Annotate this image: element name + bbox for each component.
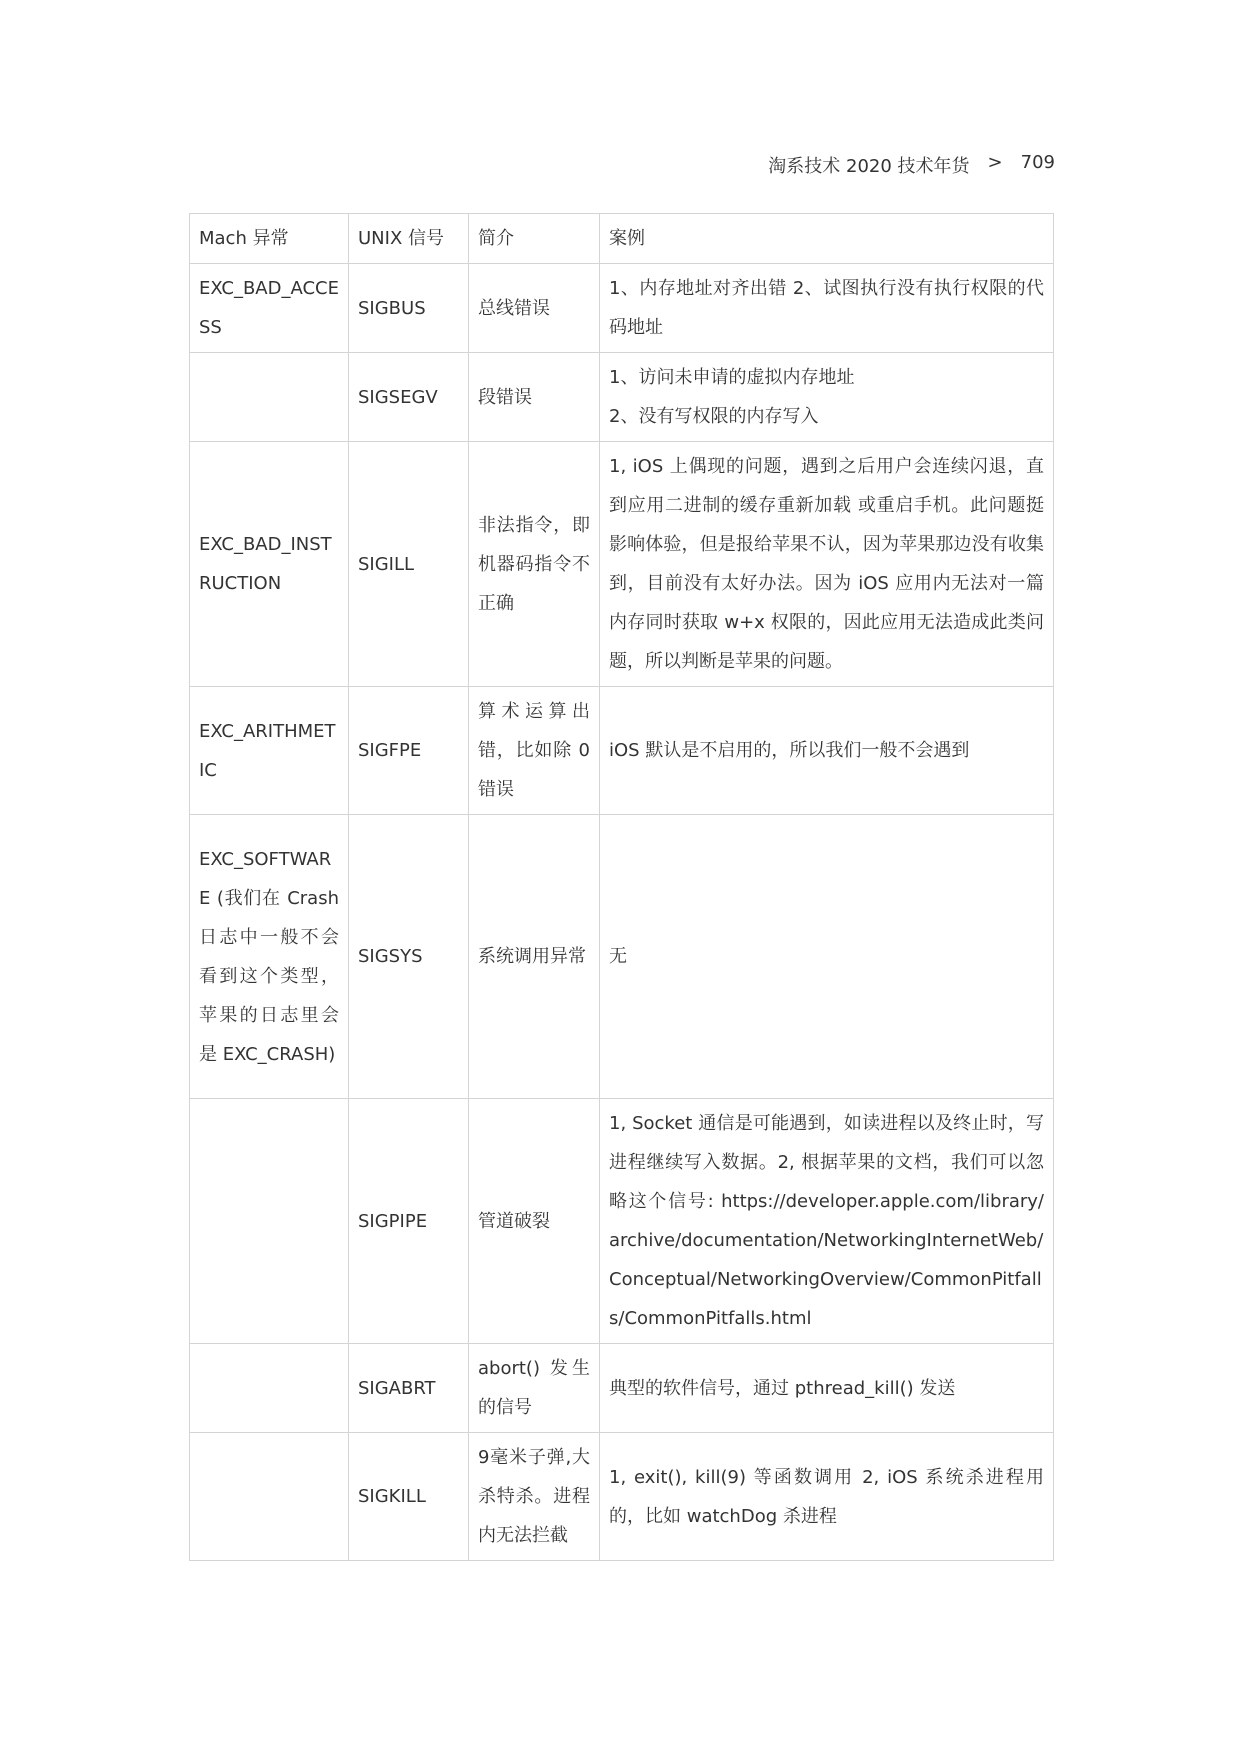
example-cell bbox=[600, 353, 1054, 442]
mach-exception-cell: EXC_SOFTWARE (我们在 Crash 日志中一般不会看到这个类型，苹果的日志里会是 EXC_CRASH) bbox=[190, 815, 349, 1099]
table-row bbox=[190, 1099, 1054, 1344]
book-title: 淘系技术 2020 技术年货 bbox=[768, 156, 970, 177]
table-header-row bbox=[190, 214, 1054, 264]
mach-exception-cell: EXC_BAD_INSTRUCTION bbox=[190, 442, 349, 687]
description-cell: 算术运算出错，比如除 0 错误 bbox=[469, 687, 600, 815]
table-row bbox=[190, 353, 1054, 442]
column-header-example: 案例 bbox=[600, 214, 1054, 264]
description-cell: 管道破裂 bbox=[469, 1099, 600, 1344]
unix-signal-cell: SIGSEGV bbox=[349, 353, 469, 442]
example-text: 1、访问未申请的虚拟内存地址 2、没有写权限的内存写入 bbox=[609, 367, 855, 427]
description-cell: 9毫米子弹,大杀特杀。进程内无法拦截 bbox=[469, 1433, 600, 1561]
column-header-description: 简介 bbox=[469, 214, 600, 264]
mach-exception-cell: EXC_BAD_ACCESS bbox=[190, 264, 349, 353]
example-cell: 1, iOS 上偶现的问题，遇到之后用户会连续闪退，直到应用二进制的缓存重新加载 或重启手机。此问题挺影响体验，但是报给苹果不认，因为苹果那边没有收集到，目前没有太好办法。因为 iOS 应用内无法对一篇内存同时获取 w+x 权限的，因此应用无法造成此类问题，所以判断是苹果的问题。 bbox=[600, 442, 1054, 687]
table-row bbox=[190, 815, 1054, 1099]
header-separator: > bbox=[987, 152, 1003, 173]
description-cell: 总线错误 bbox=[469, 264, 600, 353]
running-header bbox=[768, 152, 1055, 178]
description-cell: 段错误 bbox=[469, 353, 600, 442]
description-cell: 非法指令，即机器码指令不正确 bbox=[469, 442, 600, 687]
example-cell: 无 bbox=[600, 815, 1054, 1099]
unix-signal-cell: SIGPIPE bbox=[349, 1099, 469, 1344]
example-cell: iOS 默认是不启用的，所以我们一般不会遇到 bbox=[600, 687, 1054, 815]
unix-signal-cell: SIGABRT bbox=[349, 1344, 469, 1433]
example-cell: 1、内存地址对齐出错 2、试图执行没有执行权限的代码地址 bbox=[600, 264, 1054, 353]
unix-signal-cell: SIGKILL bbox=[349, 1433, 469, 1561]
mach-exception-cell bbox=[190, 1099, 349, 1344]
table-row bbox=[190, 687, 1054, 815]
mach-exception-cell: EXC_ARITHMETIC bbox=[190, 687, 349, 815]
signal-table bbox=[189, 213, 1054, 1561]
mach-exception-cell bbox=[190, 353, 349, 442]
unix-signal-cell: SIGBUS bbox=[349, 264, 469, 353]
table-row bbox=[190, 1344, 1054, 1433]
example-cell: 典型的软件信号，通过 pthread_kill() 发送 bbox=[600, 1344, 1054, 1433]
description-cell: 系统调用异常 bbox=[469, 815, 600, 1099]
example-cell: 1, exit(), kill(9) 等函数调用 2, iOS 系统杀进程用的，比如 watchDog 杀进程 bbox=[600, 1433, 1054, 1561]
description-cell: abort() 发生的信号 bbox=[469, 1344, 600, 1433]
example-cell: 1, Socket 通信是可能遇到，如读进程以及终止时，写进程继续写入数据。2, 根据苹果的文档，我们可以忽略这个信号: https://developer.apple.com/library/archive/documentation/NetworkingInternetWeb/Conceptual/NetworkingOverview/CommonPitfalls/CommonPitfalls.html bbox=[600, 1099, 1054, 1344]
page-number: 709 bbox=[1020, 152, 1055, 173]
table-row bbox=[190, 442, 1054, 687]
table-row bbox=[190, 1433, 1054, 1561]
mach-exception-cell bbox=[190, 1344, 349, 1433]
column-header-unix-signal: UNIX 信号 bbox=[349, 214, 469, 264]
table-row bbox=[190, 264, 1054, 353]
mach-exception-cell bbox=[190, 1433, 349, 1561]
unix-signal-cell: SIGILL bbox=[349, 442, 469, 687]
column-header-mach: Mach 异常 bbox=[190, 214, 349, 264]
unix-signal-cell: SIGSYS bbox=[349, 815, 469, 1099]
unix-signal-cell: SIGFPE bbox=[349, 687, 469, 815]
